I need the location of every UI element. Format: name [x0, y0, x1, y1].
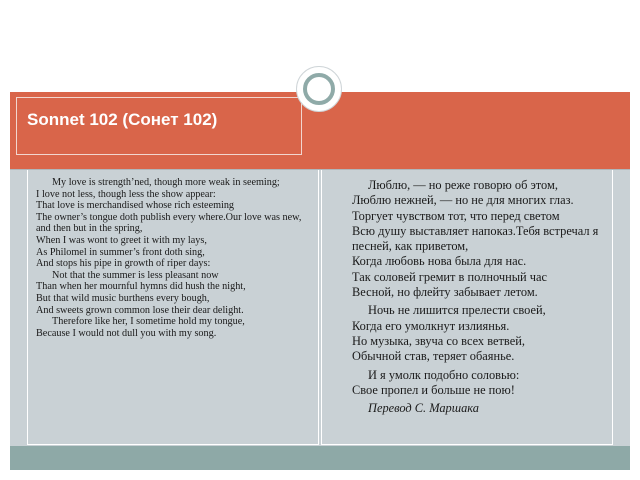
poem-line: Весной, но флейту забывает летом.: [352, 285, 538, 300]
poem-line: Ночь не лишится прелести своей,: [368, 303, 546, 318]
poem-line: When I was wont to greet it with my lays,: [36, 234, 207, 246]
translator-credit: Перевод С. Маршака: [368, 401, 479, 416]
slide-title: Sonnet 102 (Сонет 102): [27, 110, 218, 129]
poem-line: Than when her mournful hymns did hush the night,: [36, 281, 246, 293]
poem-line: As Philomel in summer’s front doth sing,: [36, 246, 205, 258]
poem-line: Свое пропел и больше не пою!: [352, 382, 515, 397]
poem-line: And stops his pipe in growth of riper days:: [36, 258, 211, 270]
poem-line: And sweets grown common lose their dear delight.: [36, 304, 244, 316]
poem-line: Когда его умолкнут излиянья.: [352, 318, 510, 333]
poem-line: That love is merchandised whose rich esteeming: [36, 200, 235, 212]
poem-line: Торгует чувством тот, что перед светом: [352, 208, 560, 223]
poem-line: Люблю, — но реже говорю об этом,: [368, 178, 558, 192]
poem-line: But that wild music burthens every bough,: [36, 292, 210, 304]
poem-line: Но музыка, звуча со всех ветвей,: [352, 333, 525, 348]
poem-line: Because I would not dull you with my song.: [36, 327, 217, 339]
poem-line: Not that the summer is less pleasant now: [52, 269, 219, 281]
poem-line: Так соловей гремит в полночный час: [352, 269, 548, 284]
poem-english: [36, 177, 318, 339]
poem-line: Therefore like her, I sometime hold my tongue,: [52, 316, 245, 328]
poem-line: I love not less, though less the show appear:: [36, 188, 216, 200]
poem-line: The owner’s tongue doth publish every where.Our love was new, and then but in the spring,: [36, 211, 302, 235]
poem-line: Обычной став, теряет обаянье.: [352, 349, 515, 364]
poem-line: Всю душу выставляет напоказ.Тебя встречал я песней, как приветом,: [352, 223, 599, 254]
poem-line: Когда любовь нова была для нас.: [352, 254, 527, 269]
decorative-ring-icon: [303, 73, 335, 105]
poem-line: My love is strength’ned, though more weak in seeming;: [52, 177, 280, 188]
poem-russian: [352, 178, 622, 416]
poem-line: Люблю нежней, — но не для многих глаз.: [352, 193, 574, 208]
footer-band: [10, 446, 630, 470]
poem-line: И я умолк подобно соловью:: [368, 367, 520, 382]
